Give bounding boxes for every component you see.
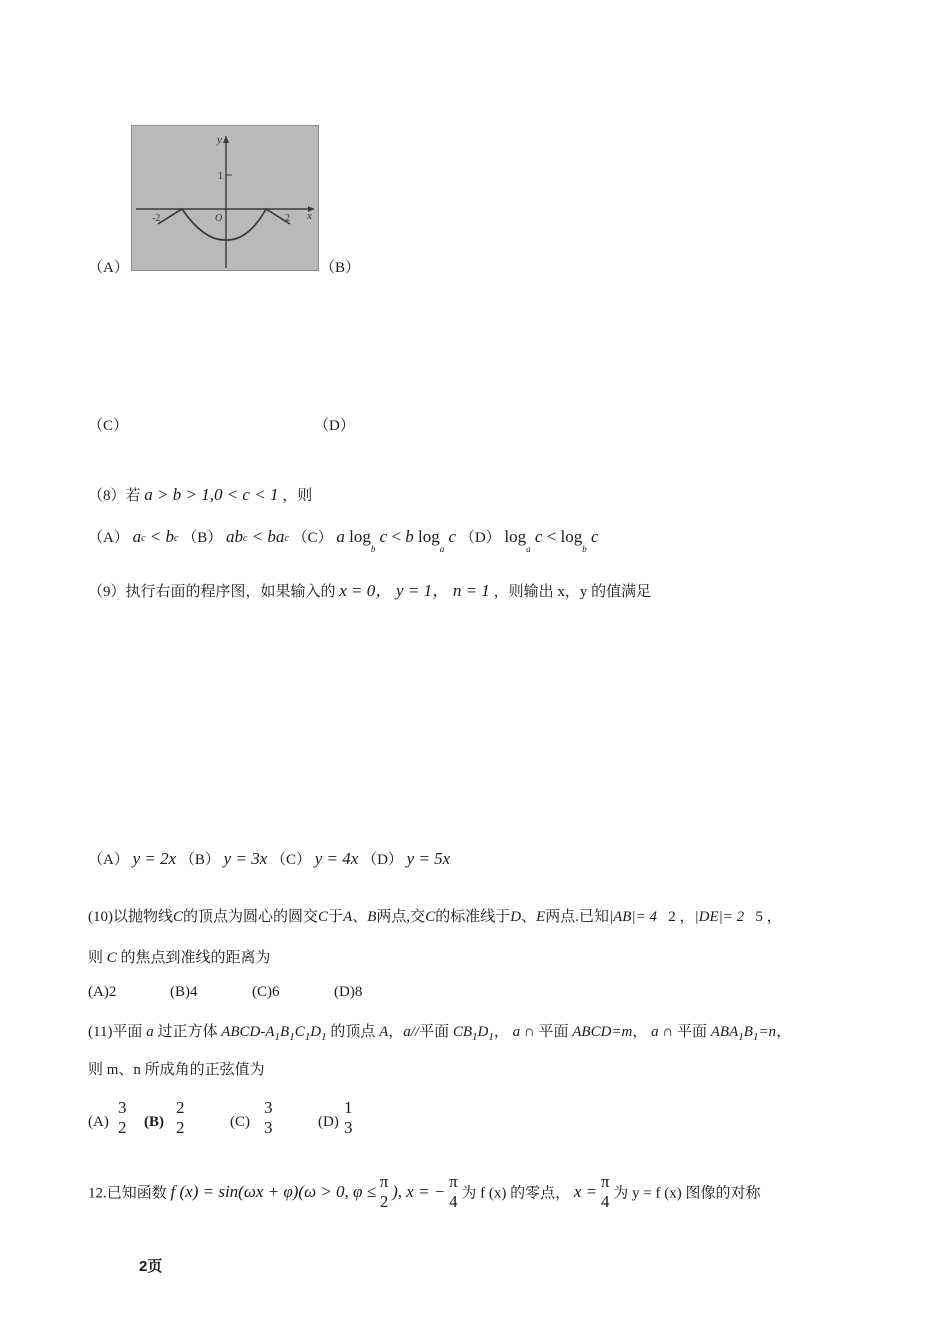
- q11-opt-b-num: 2: [176, 1098, 185, 1117]
- q11-opt-a-label: (A): [88, 1114, 109, 1130]
- q11-opt-d-den: 3: [344, 1118, 353, 1137]
- q7-option-c-label: （C）: [88, 418, 129, 434]
- q9-opt-d: y = 5x: [406, 849, 451, 868]
- q11-cb-text: CB: [452, 1024, 473, 1040]
- q7-option-d-label: （D）: [314, 418, 355, 434]
- q11-text: ，: [493, 1024, 509, 1040]
- q10-var-e: E: [536, 909, 546, 925]
- q12-zero-text: 为 f (x) 的零点，: [461, 1185, 571, 1202]
- q12-stem: [88, 1172, 760, 1222]
- q9-opt-a-label: （A）: [88, 852, 129, 868]
- q11-opt-b-label: (B): [144, 1114, 164, 1130]
- q11-opt-d-num: 1: [344, 1098, 353, 1117]
- q10-var-b: B: [367, 909, 377, 925]
- q9-opt-d-label: （D）: [362, 852, 403, 868]
- q11-plane-aba: $ABA_1B_1=n$: [710, 1024, 777, 1043]
- q12-func-text: f (x) = sin(ωx + φ)(ω > 0, φ ≤: [170, 1182, 377, 1201]
- q11-opt-d-label: (D): [318, 1114, 339, 1130]
- q11-opt-a-den: 2: [118, 1118, 127, 1137]
- q10-var-d: D: [510, 909, 522, 925]
- q10-de-length: |DE|= 2: [694, 909, 745, 925]
- graph-tick-y1: 1: [218, 171, 223, 182]
- q10-text: ，: [679, 909, 695, 925]
- page-number: 2页: [139, 1258, 163, 1275]
- q9-options: [88, 848, 450, 869]
- q12-four2: 4: [600, 1192, 610, 1211]
- q7-option-a-label: （A）: [88, 260, 129, 276]
- q12-four: 4: [449, 1192, 458, 1211]
- q8-opt-c: a $\log_b c < b$ $\log_a c$: [336, 527, 457, 554]
- q11-aba-text: ABA: [710, 1024, 739, 1040]
- q8-prefix: （8）若: [88, 488, 141, 504]
- graph-tick-xneg2: -2: [152, 213, 161, 224]
- q11-text: 平面: [677, 1024, 708, 1040]
- q9-opt-c: y = 4x: [314, 849, 359, 868]
- y-axis-arrow: [223, 136, 229, 143]
- q12-two: 2: [379, 1192, 389, 1211]
- q8-opt-a: ac < bc: [132, 527, 179, 546]
- q9-x0: x = 0，: [339, 581, 393, 600]
- q9-n1: n = 1: [452, 581, 490, 600]
- curve: [158, 209, 290, 240]
- q11-text: ，: [388, 1024, 404, 1040]
- q11-opt-b-den: 2: [176, 1118, 185, 1137]
- q11-opt-c-label: (C): [230, 1114, 250, 1130]
- q12-pi-over-4-b: [601, 1172, 610, 1212]
- q8-opt-d-label: （D）: [459, 530, 501, 546]
- graph-origin-label: O: [215, 213, 223, 224]
- q12-mid: ), x = −: [392, 1182, 446, 1201]
- q11-text: 平面: [419, 1024, 450, 1040]
- q11-intersect: a ∩: [651, 1024, 674, 1040]
- q12-pi-over-2: [380, 1172, 389, 1212]
- q10-text: (10)以抛物线: [88, 909, 173, 925]
- q11-stem-line1: [88, 1020, 791, 1043]
- q8-opt-d: $\log_a c < \log_b c$: [504, 527, 599, 554]
- q10-text: 的标准线于: [435, 909, 511, 925]
- q11-intersect: a ∩: [512, 1024, 535, 1040]
- q8-stem: [88, 484, 312, 505]
- q8-options: [88, 526, 599, 554]
- graph-x-label: x: [307, 210, 312, 222]
- q9-opt-b-label: （B）: [179, 852, 220, 868]
- q10-option-d: (D)8: [334, 984, 363, 1000]
- q11-n-text: =n: [758, 1024, 777, 1040]
- q11-text: (11)平面: [88, 1024, 143, 1040]
- q12-pi: π: [379, 1172, 389, 1191]
- q10-ab-length: |AB|= 4: [609, 909, 657, 925]
- q10-stem-line2: [88, 946, 271, 967]
- q8-condition: a > b > 1,0 < c < 1: [144, 485, 279, 504]
- q10-text: 的焦点到准线的距离为: [120, 950, 271, 966]
- q8-opt-b: abc < bac: [226, 527, 289, 546]
- q8-opt-b-label: （B）: [182, 530, 223, 546]
- q11-stem-line2: 则 m、n 所成角的正弦值为: [88, 1062, 265, 1078]
- q9-opt-c-label: （C）: [270, 852, 311, 868]
- q8-opt-c-label: （C）: [292, 530, 333, 546]
- q12-pi-over-4: [449, 1172, 458, 1212]
- q10-ab-root: 2: [668, 909, 676, 925]
- q10-text: 的顶点为圆心的圆交: [183, 909, 319, 925]
- q11-plane-cbd: $CB_1D_1$: [452, 1024, 494, 1043]
- q10-text: 、: [521, 909, 537, 925]
- q11-cube-name: ABCD-$A_1B_1C_1D_1$: [221, 1024, 327, 1043]
- q10-var-a: A: [343, 909, 353, 925]
- q11-plane-abcd: ABCD=m: [572, 1024, 633, 1040]
- q8-suffix: ，则: [282, 488, 313, 504]
- q9-opt-b: y = 3x: [223, 849, 268, 868]
- q10-option-b: (B)4: [170, 984, 198, 1000]
- q12-axis-text: 为 y = f (x) 图像的对称: [613, 1185, 761, 1202]
- q10-text: 两点,交: [376, 909, 426, 925]
- q10-option-c: (C)6: [252, 984, 280, 1000]
- q11-text: 的顶点: [330, 1024, 376, 1040]
- q10-var-c: C: [173, 909, 184, 925]
- q10-text: 则: [88, 950, 104, 966]
- q10-var-c: C: [106, 950, 117, 966]
- q11-plane-alpha: a: [146, 1024, 154, 1040]
- q10-text: 两点.已知: [545, 909, 610, 925]
- q10-var-c: C: [425, 909, 436, 925]
- q7-graph-svg: [132, 126, 318, 270]
- q12-func: [171, 1182, 377, 1201]
- q10-text: 于: [328, 909, 344, 925]
- q11-opt-a-num: 3: [118, 1098, 127, 1117]
- q10-option-a: (A)2: [88, 984, 117, 1000]
- q7-option-b-label: （B）: [320, 260, 361, 276]
- q11-text: ，: [776, 1024, 792, 1040]
- q11-text: 平面: [538, 1024, 569, 1040]
- q10-stem-line1: [88, 905, 782, 926]
- q11-parallel: a//: [403, 1024, 420, 1040]
- q7-option-a-graph: [131, 125, 319, 271]
- q11-opt-a-value: [118, 1098, 127, 1138]
- q11-opt-c-den: 3: [264, 1118, 273, 1137]
- q11-opt-c-num: 3: [264, 1098, 273, 1117]
- graph-tick-x2: 2: [285, 213, 290, 224]
- q12-pi3: π: [600, 1172, 610, 1191]
- q11-text: ，: [632, 1024, 648, 1040]
- q10-text: 、: [352, 909, 368, 925]
- q11-opt-d-value: [344, 1098, 353, 1138]
- q10-var-c: C: [318, 909, 329, 925]
- q9-stem: [88, 576, 651, 601]
- q10-de-root: 5: [755, 909, 763, 925]
- q9-y1: y = 1，: [396, 581, 450, 600]
- q12-prefix: 12.已知函数: [88, 1185, 167, 1202]
- q11-opt-b-value: [176, 1098, 185, 1138]
- q9-prefix: （9）执行右面的程序图，如果输入的: [88, 584, 336, 600]
- graph-y-label: y: [217, 134, 222, 146]
- q12-x-eq: x =: [573, 1182, 598, 1201]
- q8-opt-a-label: （A）: [88, 530, 129, 546]
- q11-opt-c-value: [264, 1098, 273, 1138]
- q12-pi2: π: [449, 1172, 458, 1191]
- q9-opt-a: y = 2x: [132, 849, 177, 868]
- q9-suffix: ，则输出 x，y 的值满足: [493, 584, 652, 600]
- q11-vertex-a: A: [379, 1024, 389, 1040]
- q11-text: 过正方体: [157, 1024, 218, 1040]
- q10-text: ，: [766, 909, 782, 925]
- q10-options: [88, 984, 362, 1001]
- q11-cube-text: ABCD-A: [221, 1024, 275, 1040]
